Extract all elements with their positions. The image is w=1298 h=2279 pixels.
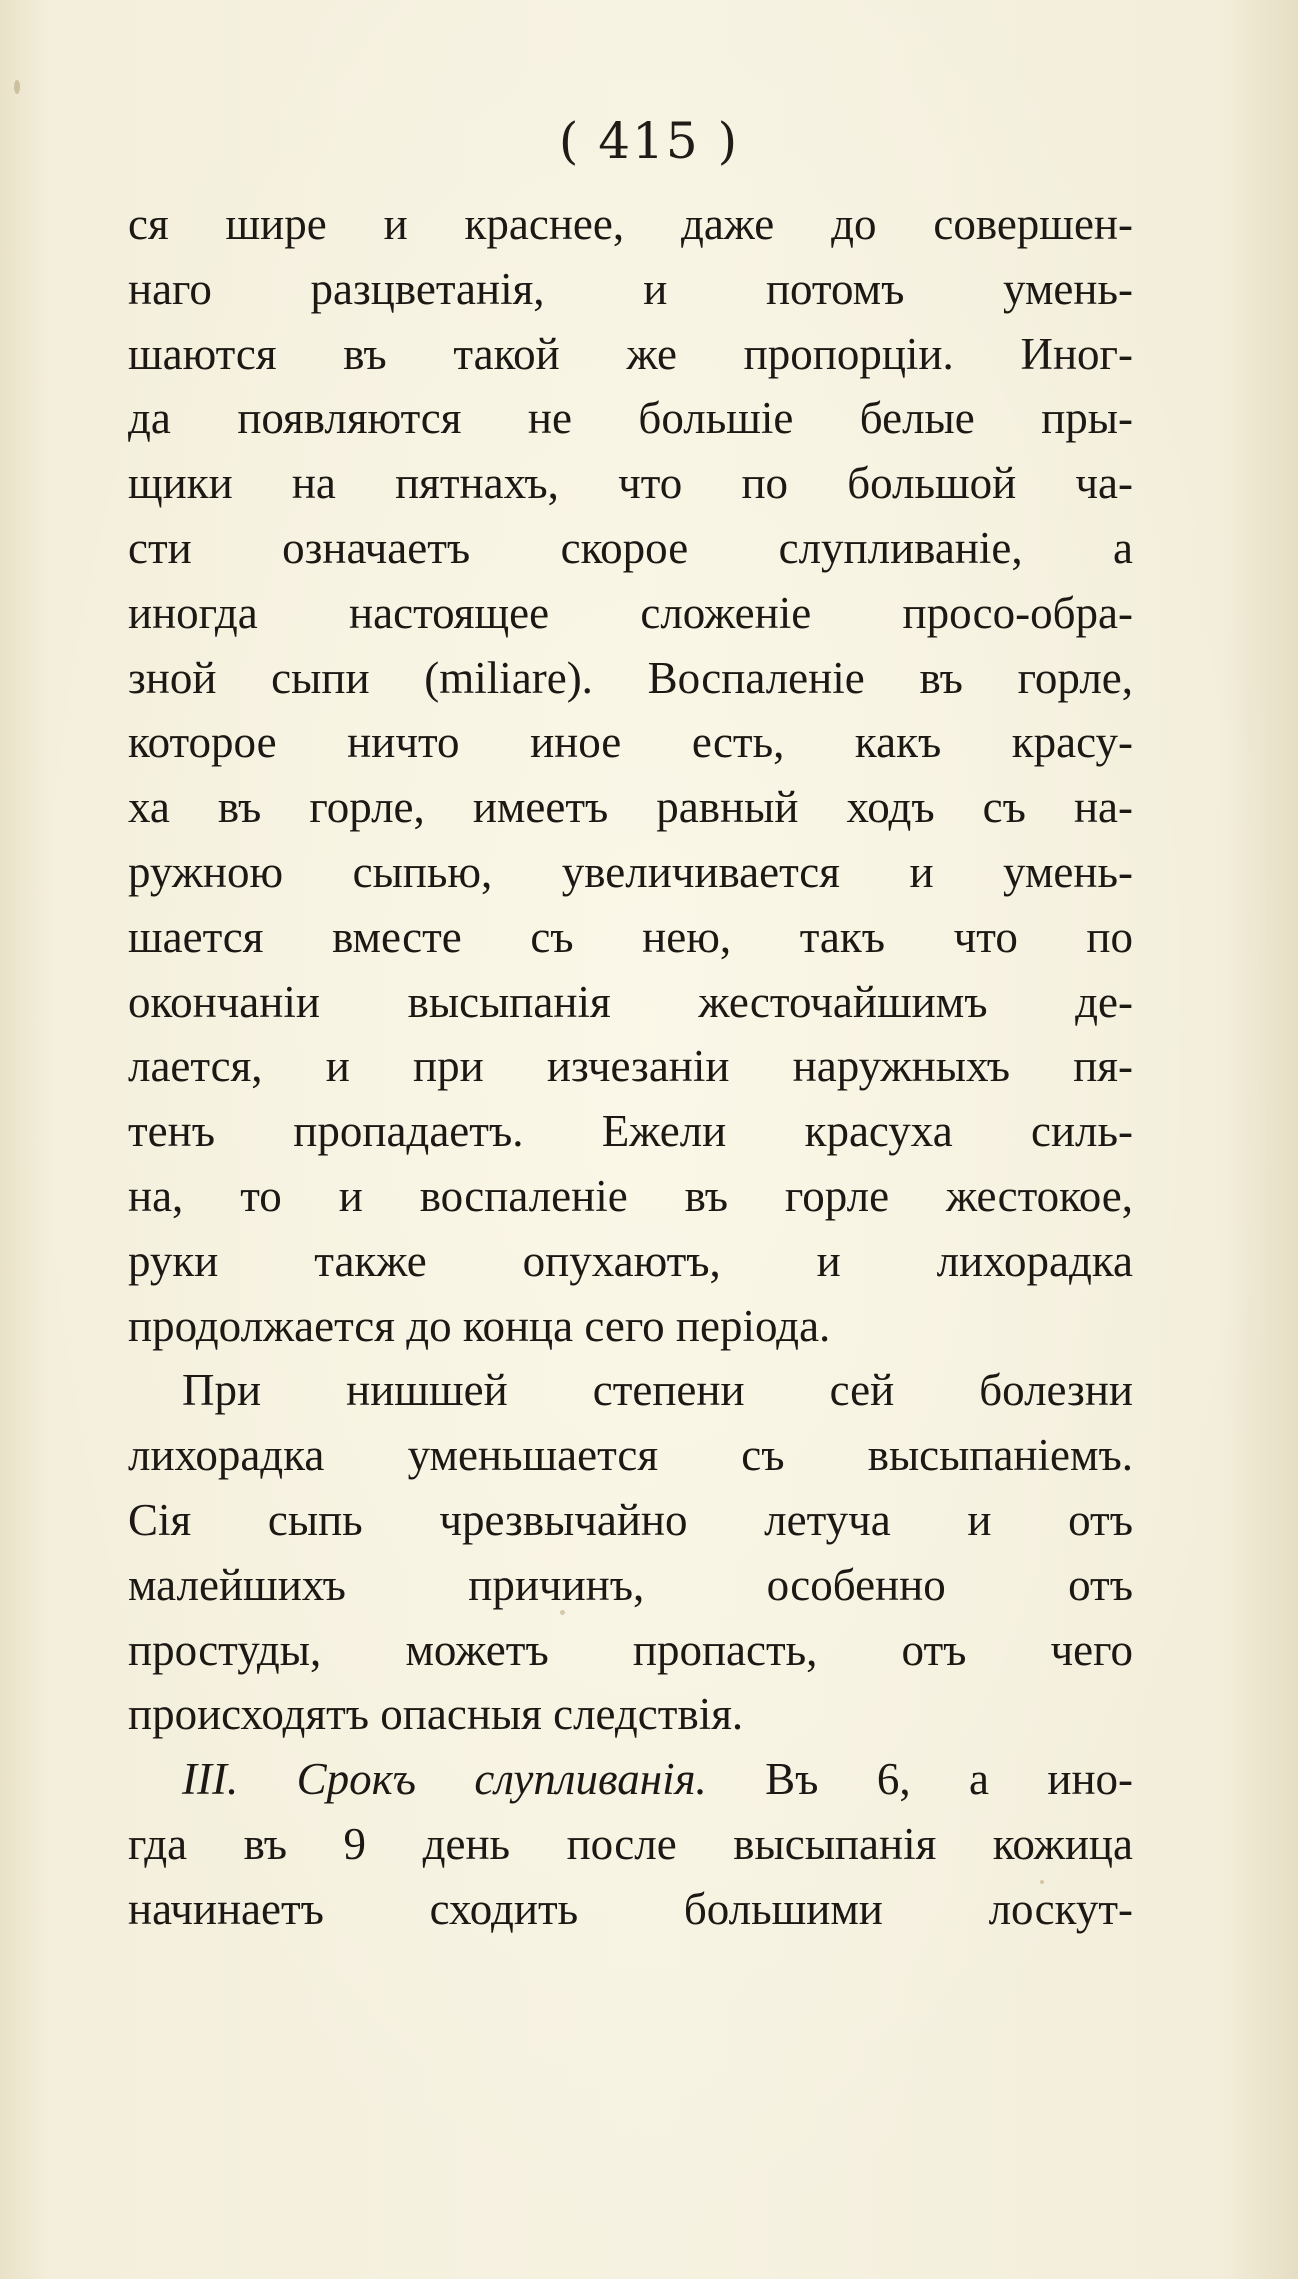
text-line: ружною сыпью, увеличивается и умень- bbox=[128, 846, 1133, 897]
text-line: шаются въ такой же пропорціи. Иног- bbox=[128, 328, 1133, 379]
text-line bbox=[128, 1747, 1133, 1812]
text-line: продолжается до конца сего періода. bbox=[128, 1300, 831, 1351]
text-line: лихорадка уменьшается съ высыпаніемъ. bbox=[128, 1430, 1133, 1481]
text-line: руки также опухаютъ, и лихорадка bbox=[128, 1235, 1133, 1286]
text-line: тенъ пропадаетъ. Ежели красуха силь- bbox=[128, 1106, 1133, 1157]
text-line: гда въ 9 день после высыпанія кожица bbox=[128, 1818, 1133, 1869]
text-line: малейшихъ причинъ, особенно отъ bbox=[128, 1559, 1133, 1610]
text-line: ха въ горле, имеетъ равный ходъ съ на- bbox=[128, 782, 1133, 833]
paper-stain bbox=[14, 80, 20, 94]
text-line: зной сыпи (miliare). Воспаленіе въ горле, bbox=[128, 652, 1133, 703]
text-line: которое ничто иное есть, какъ красу- bbox=[128, 717, 1133, 768]
text-line: простуды, можетъ пропасть, отъ чего bbox=[128, 1624, 1133, 1675]
text-line: сти означаетъ скорое слупливаніе, а bbox=[128, 522, 1133, 573]
text-line: иногда настоящее сложеніе просо-обра- bbox=[128, 587, 1133, 638]
body-text bbox=[128, 192, 1133, 1942]
page-number: ( 415 ) bbox=[558, 112, 740, 170]
text-line: щики на пятнахъ, что по большой ча- bbox=[128, 458, 1133, 509]
text-line: окончаніи высыпанія жесточайшимъ де- bbox=[128, 976, 1133, 1027]
text-line: происходятъ опасныя следствія. bbox=[128, 1689, 744, 1740]
text-line: шается вместе съ нею, такъ что по bbox=[128, 911, 1133, 962]
text-line: начинаетъ сходить большими лоскут- bbox=[128, 1883, 1133, 1934]
text-line: ся шире и краснее, даже до совершен- bbox=[128, 199, 1133, 249]
text-line: лается, и при изчезаніи наружныхъ пя- bbox=[128, 1041, 1133, 1092]
text-line: на, то и воспаленіе въ горле жестокое, bbox=[128, 1170, 1133, 1221]
text-line: Сія сыпь чрезвычайно летуча и отъ bbox=[128, 1494, 1133, 1545]
section-heading: III. Срокъ слупливанія. bbox=[182, 1754, 707, 1805]
text-line: При нишшей степени сей болезни bbox=[182, 1365, 1133, 1416]
text-line-rest: Въ 6, а ино- bbox=[765, 1754, 1134, 1805]
text-line: наго разцветанія, и потомъ умень- bbox=[128, 263, 1133, 314]
text-line: да появляются не большіе белые пры- bbox=[128, 393, 1133, 444]
